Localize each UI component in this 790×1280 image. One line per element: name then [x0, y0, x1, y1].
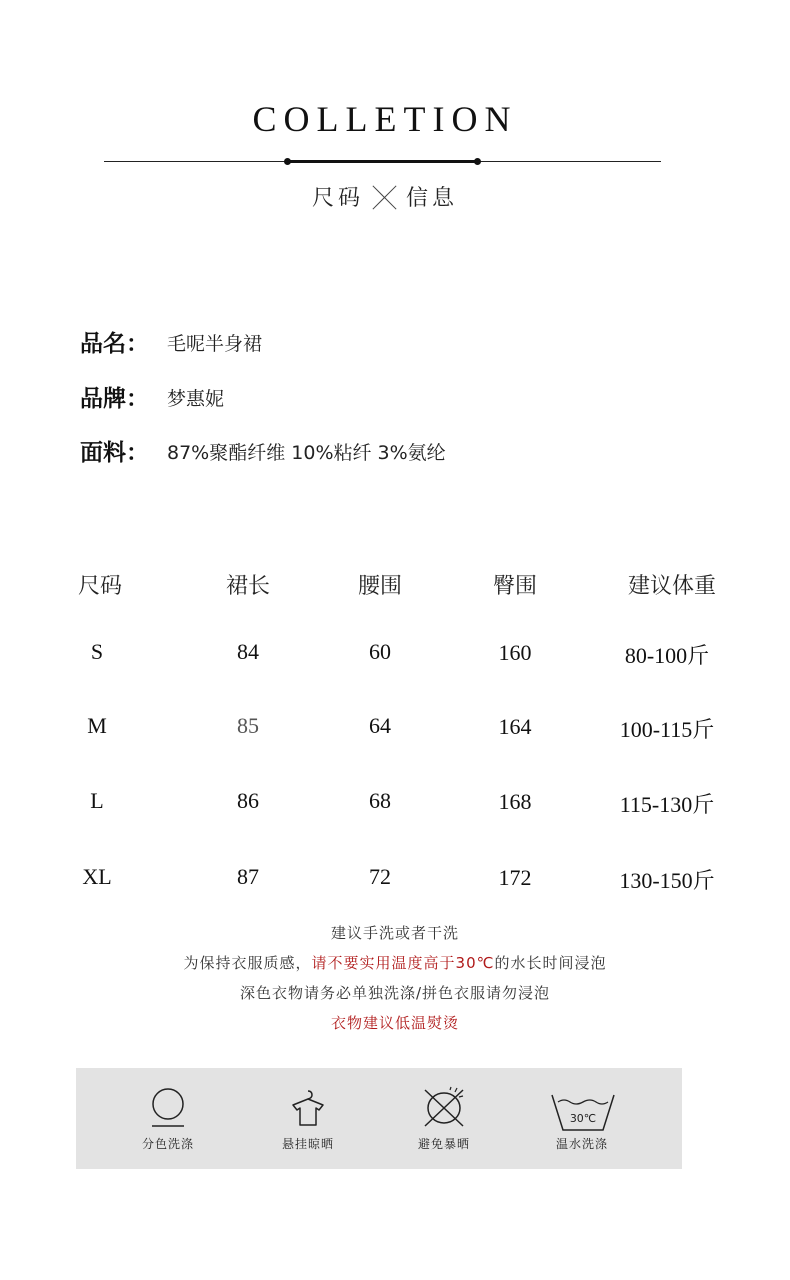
table-cell-size: S: [90, 639, 104, 664]
wash-temperature: 30℃: [569, 1112, 597, 1125]
care-line-temperature: [0, 952, 790, 973]
care-line-dark: 深色衣物请务必单独洗涤/拼色衣服请勿浸泡: [239, 984, 551, 1002]
table-cell-size: M: [87, 713, 107, 738]
table-cell-hip: 160: [498, 640, 532, 665]
table-header-length: 裙长: [225, 574, 270, 599]
table-cell-weight: 80-100斤: [624, 643, 710, 668]
care-warning: 请不要实用温度高于30℃: [311, 954, 495, 972]
table-header-hip: 臀围: [492, 574, 537, 599]
table-header-size: 尺码: [77, 574, 122, 599]
care-item: [108, 1068, 228, 1169]
circle-icon: [148, 1088, 188, 1128]
table-cell-size: XL: [82, 864, 112, 889]
table-cell-length: 85: [237, 713, 259, 738]
info-value-name: 毛呢半身裙: [167, 333, 263, 355]
care-warning: 衣物建议低温熨烫: [330, 1014, 459, 1032]
cross-icon: [372, 184, 398, 210]
divider-dot-left: [284, 158, 291, 165]
info-label-fabric: 面料：: [80, 440, 149, 466]
care-text: 为保持衣服质感，: [183, 954, 312, 972]
table-cell-weight: 115-130斤: [619, 792, 715, 817]
divider-accent: [287, 160, 478, 163]
care-line-wash: 建议手洗或者干洗: [330, 924, 459, 942]
table-cell-hip: 168: [498, 789, 532, 814]
table-cell-hip: 172: [498, 865, 532, 890]
hanging-shirt-icon: [288, 1088, 328, 1128]
table-cell-waist: 64: [369, 713, 391, 738]
care-item: [248, 1068, 368, 1169]
table-cell-length: 86: [237, 788, 259, 813]
table-header-weight: 建议体重: [627, 574, 716, 599]
info-value-fabric: 87%聚酯纤维 10%粘纤 3%氨纶: [167, 442, 446, 464]
table-cell-waist: 60: [369, 639, 391, 664]
info-value-brand: 梦惠妮: [167, 388, 225, 410]
care-label: 分色洗涤: [141, 1137, 194, 1151]
subtitle-info: 信息: [406, 186, 459, 211]
info-label-brand: 品牌：: [80, 386, 149, 412]
table-cell-weight: 100-115斤: [619, 717, 715, 742]
divider-dot-right: [474, 158, 481, 165]
care-label: 避免暴晒: [417, 1137, 470, 1151]
no-sun-icon: [419, 1086, 469, 1128]
care-label: 悬挂晾晒: [281, 1137, 334, 1151]
care-item: [384, 1068, 504, 1169]
care-item: [522, 1068, 642, 1169]
table-cell-hip: 164: [498, 714, 532, 739]
table-cell-waist: 72: [369, 864, 391, 889]
care-line-iron: [0, 1012, 790, 1033]
subtitle-size: 尺码: [311, 186, 364, 211]
table-cell-weight: 130-150斤: [619, 868, 715, 893]
care-text: 的水长时间浸泡: [494, 954, 607, 972]
page-title: COLLETION: [252, 99, 518, 139]
section-subtitle: [0, 181, 770, 212]
wash-tub-icon: [550, 1092, 616, 1134]
table-cell-length: 87: [237, 864, 259, 889]
table-cell-waist: 68: [369, 788, 391, 813]
care-icons-panel: [76, 1068, 682, 1169]
table-cell-size: L: [90, 788, 104, 813]
table-header-waist: 腰围: [357, 574, 402, 599]
info-label-name: 品名：: [80, 331, 149, 357]
care-label: 温水洗涤: [555, 1137, 608, 1151]
table-cell-length: 84: [237, 639, 259, 664]
